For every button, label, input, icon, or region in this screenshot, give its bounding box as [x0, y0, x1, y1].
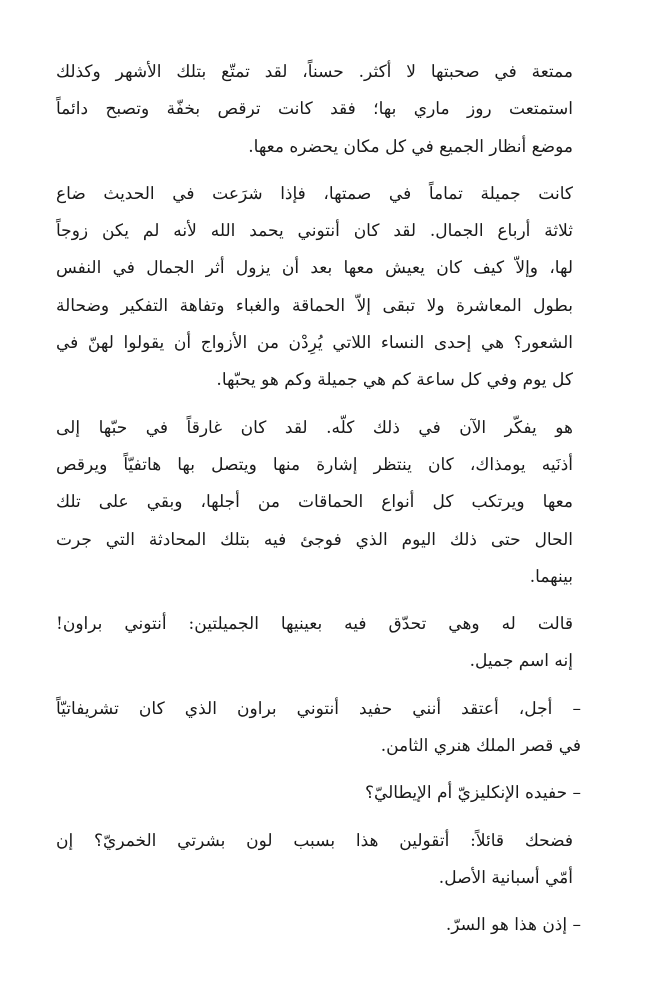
- text-line: – حفيده الإنكليزيّ أم الإيطاليّ؟: [364, 783, 581, 804]
- text-line: ممتعة في صحبتها لا أكثر. حسناً، لقد تمتّع بتلك الأشهر وكذلك: [56, 62, 573, 82]
- paragraph: [56, 410, 595, 596]
- text-line: بينهما.: [529, 566, 573, 587]
- text-line: بطول المعاشرة ولا تبقى إلاّ الحماقة والغباء وتفاهة التفكير وضحالة: [56, 295, 573, 316]
- paragraph: [56, 823, 595, 898]
- text-line: لها، وإلاّ كيف كان يعيش معها بعد أن يزول أثر الجمال في النفس: [56, 258, 573, 279]
- text-line: كل يوم وفي كل ساعة كم هي جميلة وكم هو يحبّها.: [216, 370, 573, 391]
- paragraph: [56, 606, 595, 681]
- text-line: استمتعت روز ماري بها؛ فقد كانت ترقص بخفّة وتصبح دائماً: [56, 99, 573, 120]
- text-line: – إذن هذا هو السرّ.: [445, 915, 581, 936]
- paragraph: [56, 54, 595, 166]
- text-line: في قصر الملك هنري الثامن.: [380, 736, 581, 757]
- dialog-paragraph: [56, 691, 595, 766]
- text-line: الشعور؟ هي إحدى النساء اللاتي يُرِدْن من الأزواج أن يقولوا لهنّ في: [56, 333, 573, 354]
- text-line: معها ويرتكب كل أنواع الحماقات من أجلها، وبقي على تلك: [56, 492, 573, 513]
- text-line: ثلاثة أرباع الجمال. لقد كان أنتوني يحمد الله لأنه لم يكن زوجاً: [56, 221, 573, 242]
- dialog-paragraph: [56, 907, 595, 944]
- text-line: أذنَيه يومذاك، كان ينتظر إشارة منها ويتصل بها هاتفيّاً ويرقص: [56, 454, 574, 475]
- text-line: الحال حتى ذلك اليوم الذي فوجئ فيه بتلك المحادثة التي جرت: [56, 529, 573, 550]
- text-line: إنه اسم جميل.: [469, 651, 573, 672]
- text-line: فضحك قائلاً: أتقولين هذا بسبب لون بشرتي الخمريّ؟ إن: [56, 830, 573, 851]
- dialog-paragraph: [56, 775, 595, 812]
- text-line: أمّي أسبانية الأصل.: [438, 867, 573, 888]
- text-line: – أجل، أعتقد أنني حفيد أنتوني براون الذي كان تشريفاتيّاً: [56, 698, 581, 719]
- book-page: [56, 54, 595, 955]
- text-line: كانت جميلة تماماً في صمتها، فإذا شرَعت في الحديث ضاع: [56, 183, 573, 204]
- text-line: قالت له وهي تحدّق فيه بعينيها الجميلتين: أنتوني براون!: [56, 614, 573, 635]
- text-line: هو يفكّر الآن في ذلك كلّه. لقد كان غارقاً في حبّها إلى: [56, 417, 573, 438]
- text-line: موضع أنظار الجميع في كل مكان يحضره معها.: [248, 136, 573, 157]
- paragraph: [56, 176, 595, 400]
